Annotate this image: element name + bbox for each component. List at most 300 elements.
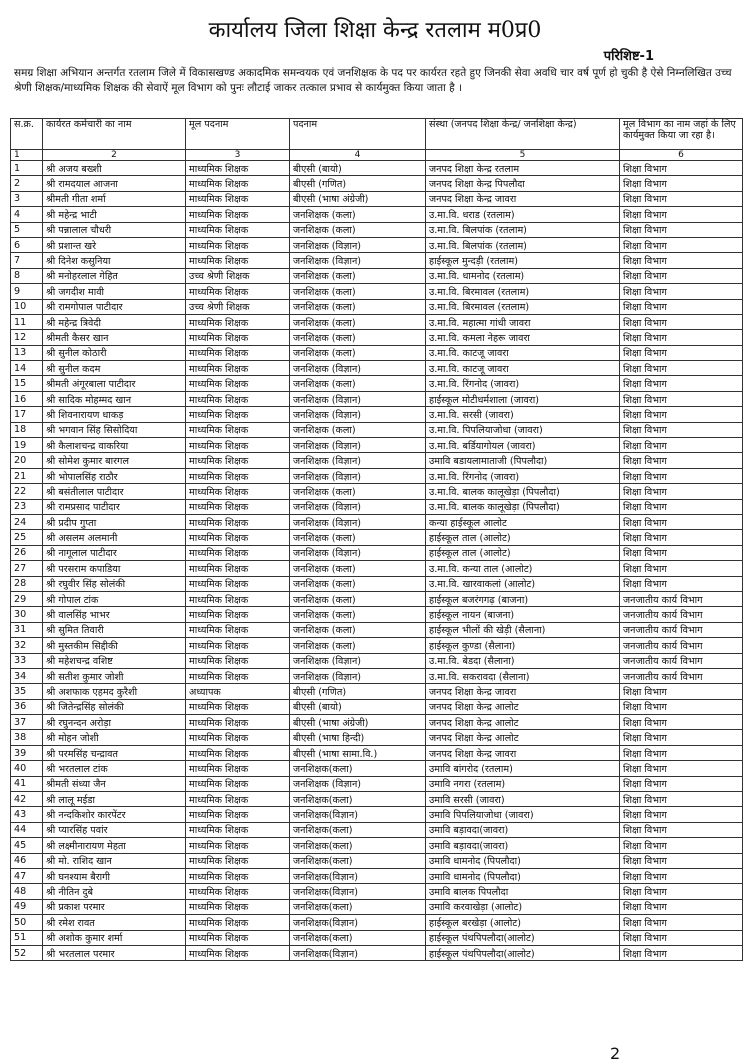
designation-cell: जनशिक्षक(विज्ञान) [290, 915, 426, 930]
original-post-cell: माध्यमिक शिक्षक [186, 284, 290, 299]
institution-cell: जनपद शिक्षा केन्द्र जावरा [426, 684, 620, 699]
designation-cell: जनशिक्षक (कला) [290, 299, 426, 314]
table-row [11, 314, 743, 329]
designation-cell: जनशिक्षक (विज्ञान) [290, 361, 426, 376]
employee-name-cell: श्री लक्ष्मीनारायण मेहता [43, 838, 186, 853]
header-institution: संस्था (जनपद शिक्षा केन्द्र/ जनशिक्षा केन्द्र) [426, 119, 620, 150]
designation-cell: बीएसी (भाषा हिन्दी) [290, 730, 426, 745]
designation-cell: जनशिक्षक (कला) [290, 345, 426, 360]
page-number: 2 [610, 1044, 621, 1063]
department-cell: शिक्षा विभाग [620, 838, 743, 853]
employee-name-cell: श्री प्रकाश परमार [43, 899, 186, 914]
serial-cell: 50 [11, 915, 43, 930]
employee-name-cell: श्रीमती संध्या जैन [43, 776, 186, 791]
department-cell: शिक्षा विभाग [620, 884, 743, 899]
department-cell: शिक्षा विभाग [620, 345, 743, 360]
employee-name-cell: श्री परमसिंह चन्द्रावत [43, 745, 186, 760]
table-row [11, 715, 743, 730]
table-row [11, 745, 743, 760]
annexure-label: परिशिष्ट-1 [603, 49, 654, 64]
employee-name-cell: श्री रघुवीर सिंह सोलंकी [43, 576, 186, 591]
serial-cell: 14 [11, 361, 43, 376]
department-cell: शिक्षा विभाग [620, 422, 743, 437]
original-post-cell: माध्यमिक शिक्षक [186, 207, 290, 222]
original-post-cell: माध्यमिक शिक्षक [186, 945, 290, 960]
institution-cell: जनपद शिक्षा केन्द्र जावरा [426, 191, 620, 206]
table-row [11, 884, 743, 899]
serial-cell: 15 [11, 376, 43, 391]
serial-cell: 36 [11, 699, 43, 714]
designation-cell: जनशिक्षक (कला) [290, 638, 426, 653]
serial-cell: 41 [11, 776, 43, 791]
employee-name-cell: श्री बसंतीलाल पाटीदार [43, 484, 186, 499]
department-cell: शिक्षा विभाग [620, 499, 743, 514]
institution-cell: उमावि बडायलामाताजी (पिपलौदा) [426, 453, 620, 468]
designation-cell: जनशिक्षक (कला) [290, 268, 426, 283]
table-row [11, 822, 743, 837]
intro-paragraph: समग्र शिक्षा अभियान अन्तर्गत रतलाम जिले में विकासखण्ड अकादमिक समन्वयक एवं जनशिक्षक के पद पर कार्यरत रहते हुए जिनकी सेवा अवधि चार वर्ष पूर्ण हो चुकी है ऐसे निम्नलिखित उच्च श्रेणी शिक्षक/माध्यमिक शिक्षक की सेवाऐं मूल विभाग को पुनः लौटाई जाकर तत्काल प्रभाव से कार्यमुक्त किया जाता है । [14, 67, 732, 94]
designation-cell: जनशिक्षक (विज्ञान) [290, 499, 426, 514]
institution-cell: उ.मा.वि. सकरावदा (सैलाना) [426, 668, 620, 683]
employee-name-cell: श्री मो. राशिद खान [43, 853, 186, 868]
department-cell: शिक्षा विभाग [620, 822, 743, 837]
employee-name-cell: श्री सुनील कदम [43, 361, 186, 376]
institution-cell: उमावि बांगरोद (रतलाम) [426, 761, 620, 776]
original-post-cell: माध्यमिक शिक्षक [186, 915, 290, 930]
department-cell: शिक्षा विभाग [620, 868, 743, 883]
original-post-cell: माध्यमिक शिक्षक [186, 622, 290, 637]
department-cell: शिक्षा विभाग [620, 684, 743, 699]
department-cell: शिक्षा विभाग [620, 268, 743, 283]
original-post-cell: माध्यमिक शिक्षक [186, 514, 290, 529]
table-row [11, 622, 743, 637]
table-row [11, 776, 743, 791]
table-row [11, 792, 743, 807]
employee-name-cell: श्री भरतलाल टांक [43, 761, 186, 776]
employee-name-cell: श्री रमेश रावत [43, 915, 186, 930]
serial-cell: 27 [11, 561, 43, 576]
designation-cell: जनशिक्षक(विज्ञान) [290, 945, 426, 960]
department-cell: शिक्षा विभाग [620, 391, 743, 406]
employee-name-cell: श्री शिवनारायण धाकड़ [43, 407, 186, 422]
original-post-cell: उच्च श्रेणी शिक्षक [186, 268, 290, 283]
institution-cell: हाईस्कूल ताल (आलोट) [426, 545, 620, 560]
header-original-post: मूल पदनाम [186, 119, 290, 150]
table-row [11, 591, 743, 606]
institution-cell: उमावि बड़ावदा(जावरा) [426, 838, 620, 853]
institution-cell: उमावि धामनोद (पिपलौदा) [426, 868, 620, 883]
employee-name-cell: श्री पन्नालाल चौधरी [43, 222, 186, 237]
original-post-cell: माध्यमिक शिक्षक [186, 499, 290, 514]
original-post-cell: माध्यमिक शिक्षक [186, 222, 290, 237]
original-post-cell: माध्यमिक शिक्षक [186, 822, 290, 837]
employee-name-cell: श्री जगदीश मावी [43, 284, 186, 299]
department-cell: शिक्षा विभाग [620, 945, 743, 960]
designation-cell: जनशिक्षक (विज्ञान) [290, 438, 426, 453]
department-cell: शिक्षा विभाग [620, 438, 743, 453]
serial-cell: 26 [11, 545, 43, 560]
serial-cell: 17 [11, 407, 43, 422]
department-cell: शिक्षा विभाग [620, 730, 743, 745]
employee-name-cell: श्री कैलाशचन्द्र वाकरिया [43, 438, 186, 453]
serial-cell: 45 [11, 838, 43, 853]
designation-cell: जनशिक्षक (कला) [290, 314, 426, 329]
institution-cell: जनपद शिक्षा केन्द्र रतलाम [426, 161, 620, 176]
employee-name-cell: श्री घनश्याम बैरागी [43, 868, 186, 883]
employee-name-cell: श्री अशफाक एहमद कुरैशी [43, 684, 186, 699]
table-row [11, 545, 743, 560]
department-cell: शिक्षा विभाग [620, 299, 743, 314]
table-row [11, 330, 743, 345]
serial-cell: 42 [11, 792, 43, 807]
table-row [11, 930, 743, 945]
serial-cell: 12 [11, 330, 43, 345]
institution-cell: उ.मा.वि. कन्या ताल (आलोट) [426, 561, 620, 576]
table-body [11, 161, 743, 961]
table-row [11, 407, 743, 422]
institution-cell: उ.मा.वि. काटजू जावरा [426, 345, 620, 360]
institution-cell: उ.मा.वि. काटजू जावरा [426, 361, 620, 376]
original-post-cell: माध्यमिक शिक्षक [186, 345, 290, 360]
table-row [11, 284, 743, 299]
employee-name-cell: श्री सतीश कुमार जोशी [43, 668, 186, 683]
table-row [11, 376, 743, 391]
serial-cell: 49 [11, 899, 43, 914]
original-post-cell: माध्यमिक शिक्षक [186, 314, 290, 329]
designation-cell: जनशिक्षक(विज्ञान) [290, 884, 426, 899]
department-cell: शिक्षा विभाग [620, 792, 743, 807]
employee-name-cell: श्री रामप्रसाद पाटीदार [43, 499, 186, 514]
original-post-cell: माध्यमिक शिक्षक [186, 884, 290, 899]
department-cell: शिक्षा विभाग [620, 407, 743, 422]
original-post-cell: माध्यमिक शिक्षक [186, 391, 290, 406]
serial-cell: 16 [11, 391, 43, 406]
table-row [11, 422, 743, 437]
department-cell: शिक्षा विभाग [620, 484, 743, 499]
designation-cell: जनशिक्षक (कला) [290, 591, 426, 606]
original-post-cell: माध्यमिक शिक्षक [186, 253, 290, 268]
employee-name-cell: श्री महेन्द्र त्रिवेदी [43, 314, 186, 329]
designation-cell: बीएसी (गणित) [290, 684, 426, 699]
designation-cell: जनशिक्षक(कला) [290, 853, 426, 868]
serial-cell: 37 [11, 715, 43, 730]
institution-cell: उ.मा.वि. रिंगनोद (जावरा) [426, 468, 620, 483]
original-post-cell: माध्यमिक शिक्षक [186, 561, 290, 576]
department-cell: शिक्षा विभाग [620, 776, 743, 791]
department-cell: शिक्षा विभाग [620, 176, 743, 191]
designation-cell: जनशिक्षक(कला) [290, 899, 426, 914]
institution-cell: हाईस्कूल पंथपिपलौदा(आलोट) [426, 945, 620, 960]
serial-cell: 52 [11, 945, 43, 960]
original-post-cell: अध्यापक [186, 684, 290, 699]
table-row [11, 530, 743, 545]
table-row [11, 915, 743, 930]
original-post-cell: माध्यमिक शिक्षक [186, 853, 290, 868]
office-title: कार्यालय जिला शिक्षा केन्द्र रतलाम म0प्र0 [208, 18, 542, 43]
serial-cell: 8 [11, 268, 43, 283]
table-row [11, 576, 743, 591]
department-cell: शिक्षा विभाग [620, 699, 743, 714]
serial-cell: 48 [11, 884, 43, 899]
original-post-cell: माध्यमिक शिक्षक [186, 191, 290, 206]
table-row [11, 514, 743, 529]
column-number: 4 [290, 150, 426, 161]
employee-name-cell: श्री नीतिन दुबे [43, 884, 186, 899]
department-cell: जनजातीय कार्य विभाग [620, 668, 743, 683]
column-number: 1 [11, 150, 43, 161]
designation-cell: जनशिक्षक (कला) [290, 607, 426, 622]
employee-name-cell: श्री मोहन जोशी [43, 730, 186, 745]
original-post-cell: माध्यमिक शिक्षक [186, 407, 290, 422]
employee-name-cell: श्री असलम अलमानी [43, 530, 186, 545]
employee-name-cell: श्री रघुनन्दन अरोड़ा [43, 715, 186, 730]
designation-cell: जनशिक्षक (विज्ञान) [290, 407, 426, 422]
institution-cell: उमावि नगरा (रतलाम) [426, 776, 620, 791]
employee-name-cell: श्री भरतलाल परमार [43, 945, 186, 960]
original-post-cell: माध्यमिक शिक्षक [186, 161, 290, 176]
serial-cell: 30 [11, 607, 43, 622]
department-cell: शिक्षा विभाग [620, 530, 743, 545]
table-row [11, 391, 743, 406]
table-row [11, 299, 743, 314]
institution-cell: उमावि करवाखेड़ा (आलोट) [426, 899, 620, 914]
department-cell: शिक्षा विभाग [620, 284, 743, 299]
column-number: 3 [186, 150, 290, 161]
table-row [11, 945, 743, 960]
serial-cell: 25 [11, 530, 43, 545]
original-post-cell: माध्यमिक शिक्षक [186, 668, 290, 683]
institution-cell: उ.मा.वि. पिपलियाजोधा (जावरा) [426, 422, 620, 437]
institution-cell: उ.मा.वि. सरसी (जावरा) [426, 407, 620, 422]
institution-cell: उ.मा.वि. बिलपांक (रतलाम) [426, 237, 620, 252]
original-post-cell: माध्यमिक शिक्षक [186, 607, 290, 622]
designation-cell: जनशिक्षक (कला) [290, 530, 426, 545]
table-row [11, 453, 743, 468]
employee-name-cell: श्री भगवान सिंह सिसोदिया [43, 422, 186, 437]
serial-cell: 38 [11, 730, 43, 745]
institution-cell: उमावि पिपलियाजोधा (जावरा) [426, 807, 620, 822]
designation-cell: जनशिक्षक (कला) [290, 484, 426, 499]
original-post-cell: माध्यमिक शिक्षक [186, 361, 290, 376]
designation-cell: जनशिक्षक (कला) [290, 561, 426, 576]
serial-cell: 18 [11, 422, 43, 437]
designation-cell: जनशिक्षक(विज्ञान) [290, 807, 426, 822]
institution-cell: हाईस्कूल ताल (आलोट) [426, 530, 620, 545]
original-post-cell: माध्यमिक शिक्षक [186, 376, 290, 391]
designation-cell: बीएसी (गणित) [290, 176, 426, 191]
designation-cell: जनशिक्षक(कला) [290, 838, 426, 853]
original-post-cell: माध्यमिक शिक्षक [186, 638, 290, 653]
institution-cell: हाईस्कूल नायन (बाजना) [426, 607, 620, 622]
serial-cell: 1 [11, 161, 43, 176]
serial-cell: 51 [11, 930, 43, 945]
employee-name-cell: श्री सोमेश कुमार बारगल [43, 453, 186, 468]
table-header-row [11, 119, 743, 150]
serial-cell: 9 [11, 284, 43, 299]
designation-cell: बीएसी (बायो) [290, 699, 426, 714]
institution-cell: उ.मा.वि. महात्मा गांधी जावरा [426, 314, 620, 329]
serial-cell: 34 [11, 668, 43, 683]
table-row [11, 607, 743, 622]
column-number: 2 [43, 150, 186, 161]
original-post-cell: माध्यमिक शिक्षक [186, 545, 290, 560]
table-row [11, 468, 743, 483]
institution-cell: उमावि बालक पिपलौदा [426, 884, 620, 899]
original-post-cell: माध्यमिक शिक्षक [186, 438, 290, 453]
original-post-cell: माध्यमिक शिक्षक [186, 453, 290, 468]
employee-name-cell: श्री महेन्द्र भाटी [43, 207, 186, 222]
original-post-cell: माध्यमिक शिक्षक [186, 745, 290, 760]
institution-cell: हाईस्कूल बजरंगगढ़ (बाजना) [426, 591, 620, 606]
department-cell: शिक्षा विभाग [620, 191, 743, 206]
institution-cell: उ.मा.वि. खारवाकलां (आलोट) [426, 576, 620, 591]
institution-cell: उ.मा.वि. बिरमावल (रतलाम) [426, 284, 620, 299]
table-row [11, 438, 743, 453]
designation-cell: जनशिक्षक (विज्ञान) [290, 468, 426, 483]
serial-cell: 13 [11, 345, 43, 360]
original-post-cell: माध्यमिक शिक्षक [186, 484, 290, 499]
original-post-cell: माध्यमिक शिक्षक [186, 237, 290, 252]
serial-cell: 7 [11, 253, 43, 268]
table-row [11, 684, 743, 699]
table-row [11, 730, 743, 745]
original-post-cell: माध्यमिक शिक्षक [186, 761, 290, 776]
table-row [11, 176, 743, 191]
institution-cell: उ.मा.वि. बालक कालूखेड़ा (पिपलौदा) [426, 484, 620, 499]
serial-cell: 33 [11, 653, 43, 668]
table-row [11, 191, 743, 206]
relieving-table [10, 118, 743, 961]
employee-name-cell: श्री गोपाल टांक [43, 591, 186, 606]
department-cell: जनजातीय कार्य विभाग [620, 622, 743, 637]
department-cell: शिक्षा विभाग [620, 161, 743, 176]
institution-cell: जनपद शिक्षा केन्द्र पिपलौदा [426, 176, 620, 191]
designation-cell: जनशिक्षक (विज्ञान) [290, 391, 426, 406]
institution-cell: उ.मा.वि. धामनोद (रतलाम) [426, 268, 620, 283]
designation-cell: जनशिक्षक (विज्ञान) [290, 545, 426, 560]
serial-cell: 11 [11, 314, 43, 329]
institution-cell: उमावि सरसी (जावरा) [426, 792, 620, 807]
employee-name-cell: श्री नागूलाल पाटीदार [43, 545, 186, 560]
table-row [11, 838, 743, 853]
serial-cell: 44 [11, 822, 43, 837]
employee-name-cell: श्री लालू मईडा [43, 792, 186, 807]
institution-cell: उ.मा.वि. रिंगनोद (जावरा) [426, 376, 620, 391]
designation-cell: जनशिक्षक (कला) [290, 222, 426, 237]
serial-cell: 39 [11, 745, 43, 760]
serial-cell: 47 [11, 868, 43, 883]
serial-cell: 40 [11, 761, 43, 776]
designation-cell: जनशिक्षक (कला) [290, 622, 426, 637]
table-row [11, 653, 743, 668]
original-post-cell: माध्यमिक शिक्षक [186, 422, 290, 437]
table-row [11, 361, 743, 376]
original-post-cell: माध्यमिक शिक्षक [186, 468, 290, 483]
original-post-cell: माध्यमिक शिक्षक [186, 776, 290, 791]
employee-name-cell: श्री अजय बख्शी [43, 161, 186, 176]
original-post-cell: माध्यमिक शिक्षक [186, 930, 290, 945]
original-post-cell: माध्यमिक शिक्षक [186, 530, 290, 545]
header-department: मूल विभाग का नाम जहां के लिए कार्यमुक्त किया जा रहा है। [620, 119, 743, 150]
employee-name-cell: श्री मनोहरलाल गेहित [43, 268, 186, 283]
designation-cell: जनशिक्षक (कला) [290, 422, 426, 437]
department-cell: शिक्षा विभाग [620, 899, 743, 914]
employee-name-cell: श्री प्रशान्त खरे [43, 237, 186, 252]
institution-cell: जनपद शिक्षा केन्द्र आलोट [426, 715, 620, 730]
original-post-cell: माध्यमिक शिक्षक [186, 792, 290, 807]
original-post-cell: माध्यमिक शिक्षक [186, 653, 290, 668]
department-cell: शिक्षा विभाग [620, 761, 743, 776]
original-post-cell: माध्यमिक शिक्षक [186, 591, 290, 606]
serial-cell: 6 [11, 237, 43, 252]
department-cell: शिक्षा विभाग [620, 207, 743, 222]
department-cell: शिक्षा विभाग [620, 561, 743, 576]
table-row [11, 561, 743, 576]
designation-cell: जनशिक्षक (कला) [290, 207, 426, 222]
department-cell: जनजातीय कार्य विभाग [620, 638, 743, 653]
department-cell: शिक्षा विभाग [620, 853, 743, 868]
original-post-cell: माध्यमिक शिक्षक [186, 730, 290, 745]
table-row [11, 668, 743, 683]
serial-cell: 32 [11, 638, 43, 653]
serial-cell: 3 [11, 191, 43, 206]
employee-name-cell: श्री सादिक मोहम्मद खान [43, 391, 186, 406]
department-cell: शिक्षा विभाग [620, 745, 743, 760]
institution-cell: जनपद शिक्षा केन्द्र आलोट [426, 730, 620, 745]
department-cell: शिक्षा विभाग [620, 514, 743, 529]
designation-cell: जनशिक्षक(कला) [290, 822, 426, 837]
employee-name-cell: श्री अशोक कुमार शर्मा [43, 930, 186, 945]
institution-cell: उ.मा.वि. बर्डियागोयल (जावरा) [426, 438, 620, 453]
department-cell: शिक्षा विभाग [620, 576, 743, 591]
designation-cell: जनशिक्षक (विज्ञान) [290, 453, 426, 468]
department-cell: जनजातीय कार्य विभाग [620, 607, 743, 622]
department-cell: जनजातीय कार्य विभाग [620, 591, 743, 606]
institution-cell: उ.मा.वि. कमला नेहरू जावरा [426, 330, 620, 345]
column-number-row [11, 150, 743, 161]
employee-name-cell: श्री दिनेश कसुनिया [43, 253, 186, 268]
institution-cell: उमावि धामनोद (पिपलौदा) [426, 853, 620, 868]
designation-cell: जनशिक्षक (कला) [290, 284, 426, 299]
table-row [11, 253, 743, 268]
table-row [11, 207, 743, 222]
institution-cell: कन्या हाईस्कूल आलोट [426, 514, 620, 529]
institution-cell: उ.मा.वि. बेडदा (सैलाना) [426, 653, 620, 668]
original-post-cell: माध्यमिक शिक्षक [186, 715, 290, 730]
employee-name-cell: श्री वालसिंह भाभर [43, 607, 186, 622]
serial-cell: 35 [11, 684, 43, 699]
department-cell: शिक्षा विभाग [620, 361, 743, 376]
serial-cell: 28 [11, 576, 43, 591]
department-cell: शिक्षा विभाग [620, 807, 743, 822]
department-cell: शिक्षा विभाग [620, 222, 743, 237]
serial-cell: 24 [11, 514, 43, 529]
department-cell: शिक्षा विभाग [620, 545, 743, 560]
designation-cell: बीएसी (भाषा अंग्रेजी) [290, 191, 426, 206]
institution-cell: उमावि बड़ावदा(जावरा) [426, 822, 620, 837]
table-row [11, 345, 743, 360]
designation-cell: बीएसी (भाषा सामा.वि.) [290, 745, 426, 760]
employee-name-cell: श्रीमती कैसर खान [43, 330, 186, 345]
employee-name-cell: श्रीमती अंगूरबाला पाटीदार [43, 376, 186, 391]
institution-cell: हाईस्कूल कुण्डा (सैलाना) [426, 638, 620, 653]
institution-cell: उ.मा.वि. बिरमावल (रतलाम) [426, 299, 620, 314]
employee-name-cell: श्री भोपालसिंह राठौर [43, 468, 186, 483]
original-post-cell: माध्यमिक शिक्षक [186, 807, 290, 822]
department-cell: शिक्षा विभाग [620, 930, 743, 945]
employee-name-cell: श्रीमती गीता शर्मा [43, 191, 186, 206]
table-row [11, 899, 743, 914]
